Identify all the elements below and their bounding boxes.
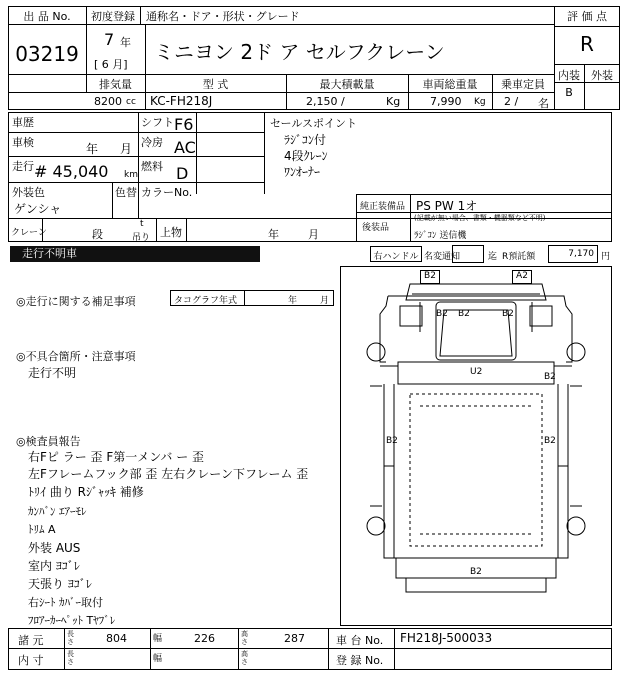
recycle-fee: 7,170: [568, 249, 594, 259]
recycle-fee-unit: 円: [601, 252, 611, 262]
shift-label: シフト: [141, 116, 174, 129]
grade-label: 評 価 点: [567, 10, 607, 23]
tachograph-month-unit: 月: [320, 296, 330, 306]
options-label: 後装品: [362, 223, 390, 233]
options-note: (記載が無い場合、書類・機器類など不明): [414, 214, 546, 222]
loading-month-unit: 月: [308, 228, 319, 241]
max-load: 2,150 /: [306, 95, 345, 108]
interior-length-label: 長さ: [67, 650, 74, 666]
tachograph-year-unit: 年: [288, 296, 298, 306]
damage-code-cab-left: B2: [436, 309, 448, 319]
crane-lift-unit: 吊り: [132, 233, 151, 243]
lot-number-label: 出 品 No.: [23, 10, 71, 23]
width-value: 226: [194, 632, 215, 645]
steering-type: 右ハンドル: [373, 252, 419, 262]
crane-stage-unit: 段: [92, 228, 103, 241]
sales-point-label: セールスポイント: [270, 117, 358, 130]
displacement-unit: cc: [126, 97, 136, 107]
crane-label: クレーン: [11, 228, 47, 238]
color-number-label: カラーNo.: [141, 186, 193, 199]
damage-code-front-right: A2: [516, 271, 528, 281]
damage-code-cab-center: B2: [458, 309, 470, 319]
lot-number: 03219: [15, 42, 79, 66]
shift-value: F6: [174, 115, 194, 134]
inspection-year-unit: 年: [86, 142, 99, 156]
first-reg-label: 初度登録: [91, 10, 135, 23]
damage-code-left-panel: B2: [386, 436, 398, 446]
history-label: 車歴: [12, 116, 34, 129]
chassis-no: FH218J-500033: [400, 631, 493, 645]
grade-value: R: [580, 32, 594, 56]
unknown-mileage-badge: 走行不明車: [10, 246, 260, 262]
capacity: 2 /: [504, 95, 519, 108]
displacement-label: 排気量: [99, 78, 132, 91]
damage-code-bed-floor: U2: [470, 367, 483, 377]
sales-point-1: ﾗｼﾞｺﾝ付: [284, 133, 327, 147]
interior-grade-label: 内装: [558, 69, 580, 82]
color-label: 外装色: [12, 186, 45, 199]
tachograph-label: タコグラフ年式: [174, 296, 238, 306]
inspector-line-3: ﾄﾘｲ 曲り Rｼﾞｬｯｷ 補修: [28, 485, 144, 499]
damage-code-right-panel: B2: [544, 436, 556, 446]
car-name-label: 通称名・ドア・形状・グレード: [146, 10, 300, 23]
options-value: ﾗｼﾞｺﾝ 送信機: [414, 231, 467, 241]
inspector-line-6: 外装 AUS: [28, 541, 81, 555]
equipment-value: PS PW 1オ: [416, 199, 478, 213]
chassis-no-label: 車 台 No.: [336, 634, 384, 647]
color-value: ゲンシャ: [14, 202, 62, 216]
mileage-value: # 45,040: [34, 162, 109, 181]
interior-grade: B: [565, 86, 573, 99]
car-name: ミニヨン 2ド ア セルフクレーン: [154, 40, 445, 64]
max-load-unit: Kg: [386, 95, 401, 108]
mileage-label: 走行: [12, 160, 34, 173]
inspector-line-9: 右ｼｰﾄ ｶﾊﾞｰ取付: [28, 596, 103, 609]
deadline-label: 迄: [488, 252, 498, 262]
inspector-line-5: ﾄﾘﾑ A: [28, 523, 56, 536]
inspector-line-1: 右Fピ ラー 歪 F第一メンバ ー 歪: [28, 450, 205, 464]
driving-notes-label: ◎走行に関する補足事項: [16, 295, 136, 308]
inspector-line-4: ｶﾝﾊﾞﾝ ｴｱｰﾓﾚ: [28, 505, 87, 518]
model-label: 型 式: [202, 78, 229, 91]
capacity-label: 乗車定員: [501, 78, 545, 91]
inspector-report-label: ◎検査員報告: [16, 435, 81, 448]
registration-no-label: 登 録 No.: [336, 654, 384, 667]
gross-weight-label: 車両総重量: [422, 78, 478, 91]
dimensions-label: 諸 元: [18, 634, 44, 647]
height-value: 287: [284, 632, 305, 645]
loading-year-unit: 年: [268, 228, 279, 241]
inspector-line-10: ﾌﾛｱｰｶｰﾍﾟｯﾄ Tﾔﾌﾞﾚ: [28, 614, 116, 627]
color-change-label: 色替: [115, 186, 137, 199]
exterior-grade-label: 外装: [591, 69, 613, 82]
sales-point-2: 4段ｸﾚｰﾝ: [284, 149, 328, 163]
first-reg-year: 7: [104, 30, 115, 49]
damage-code-front-left: B2: [424, 271, 436, 281]
inspector-line-7: 室内 ﾖｺﾞﾚ: [28, 559, 80, 573]
max-load-label: 最大積載量: [319, 78, 375, 91]
mileage-unit: km: [124, 170, 138, 180]
width-label: 幅: [153, 634, 163, 644]
ac-value: AC: [174, 138, 196, 157]
damage-code-right-side: B2: [544, 372, 556, 382]
equipment-label: 純正装備品: [360, 202, 406, 212]
inspection-label: 車検: [12, 136, 34, 149]
inspector-line-8: 天張り ﾖｺﾞﾚ: [28, 577, 92, 591]
loading-label: 上物: [160, 226, 182, 239]
interior-height-label: 高さ: [241, 650, 248, 666]
length-label: 長さ: [67, 630, 74, 646]
crane-ton-unit: t: [140, 219, 144, 229]
ac-label: 冷房: [141, 136, 163, 149]
displacement: 8200: [94, 95, 122, 108]
damage-code-rear: B2: [470, 567, 482, 577]
name-change-label: 名変通知: [424, 252, 461, 262]
capacity-unit: 名: [538, 97, 549, 110]
inspector-line-2: 左Fフレームフック部 歪 左右クレーン下フレーム 歪: [28, 467, 309, 481]
sales-point-3: ﾜﾝｵｰﾅｰ: [284, 165, 321, 179]
fuel-value: D: [176, 164, 189, 183]
defect-notes-label: ◎不具合箇所・注意事項: [16, 350, 136, 363]
recycle-fee-label: R預託額: [502, 252, 536, 262]
length-value: 804: [106, 632, 127, 645]
first-reg-year-unit: 年: [120, 36, 131, 49]
interior-width-label: 幅: [153, 654, 163, 664]
inspection-month-unit: 月: [120, 142, 133, 156]
first-reg-month: [ 6 月]: [94, 58, 128, 71]
model-code: KC-FH218J: [150, 94, 213, 108]
defect-note-text: 走行不明: [28, 366, 77, 380]
damage-code-cab-right: B2: [502, 309, 514, 319]
interior-dims-label: 内 寸: [18, 654, 44, 667]
gross-weight: 7,990: [430, 95, 462, 108]
footer-frame: [8, 628, 612, 670]
gross-weight-unit: Kg: [474, 97, 486, 107]
fuel-label: 燃料: [141, 160, 163, 173]
height-label: 高さ: [241, 630, 248, 646]
